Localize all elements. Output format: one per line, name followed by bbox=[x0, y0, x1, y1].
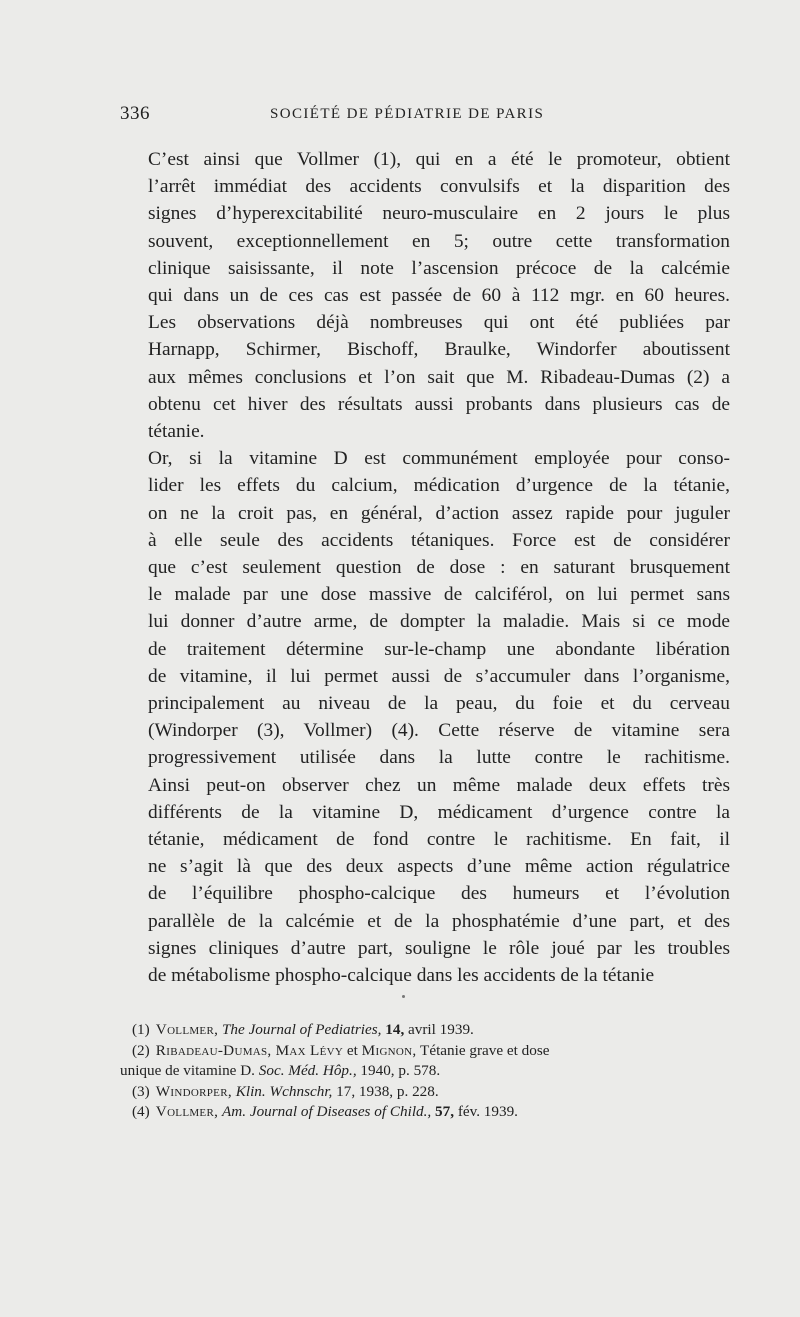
text-line: progressivement utilisée dans la lutte contre le rachitisme. bbox=[148, 747, 730, 769]
text-line: signes cliniques d’autre part, souligne le rôle joué par les troubles bbox=[148, 937, 730, 959]
footnote-conjunction: et bbox=[346, 1041, 358, 1059]
footnote-3 bbox=[120, 1082, 730, 1103]
footnote-journal: Am. Journal of Diseases of Child., bbox=[221, 1103, 432, 1120]
main-text bbox=[120, 146, 730, 989]
text-line: signes d’hyperexcitabilité neuro-musculaire en 2 jours le plus bbox=[148, 203, 730, 225]
text-line: le malade par une dose massive de calciférol, on lui permet sans bbox=[148, 584, 730, 606]
text-line: (Windorper (3), Vollmer) (4). Cette réserve de vitamine sera bbox=[148, 720, 730, 742]
separator-dot bbox=[402, 995, 405, 998]
footnote-author: Mignon, bbox=[361, 1041, 417, 1059]
text-line: Or, si la vitamine D est communément employée pour conso- bbox=[148, 448, 730, 470]
text-line: clinique saisissante, il note l’ascension précoce de la calcémie bbox=[148, 257, 730, 279]
footnote-journal: Soc. Méd. Hôp., bbox=[258, 1062, 357, 1079]
footnote-date: fév. 1939. bbox=[457, 1103, 518, 1120]
footnotes bbox=[120, 1020, 730, 1123]
footnote-author: Ribadeau-Dumas, Max Lévy bbox=[155, 1041, 344, 1059]
text-line: Les observations déjà nombreuses qui ont été publiées par bbox=[148, 312, 730, 334]
text-line: obtenu cet hiver des résultats aussi probants dans plusieurs cas de bbox=[148, 393, 730, 415]
text-line: qui dans un de ces cas est passée de 60 à 112 mgr. en 60 heures. bbox=[148, 285, 730, 307]
text-line: C’est ainsi que Vollmer (1), qui en a été le promoteur, obtient bbox=[148, 149, 730, 170]
footnote-number: (4) bbox=[132, 1103, 150, 1120]
text-line: Harnapp, Schirmer, Bischoff, Braulke, Windorfer aboutissent bbox=[148, 339, 730, 361]
footnote-title: Tétanie grave et dose bbox=[420, 1041, 550, 1059]
text-line: tétanie, médicament de fond contre le rachitisme. En fait, il bbox=[148, 829, 730, 851]
text-line: ne s’agit là que des deux aspects d’une même action régulatrice bbox=[148, 856, 730, 878]
text-line: on ne la croit pas, en général, d’action assez rapide pour juguler bbox=[148, 502, 730, 524]
footnote-author: Vollmer, bbox=[155, 1021, 219, 1038]
text-line: Ainsi peut-on observer chez un même malade deux effets très bbox=[148, 774, 730, 796]
footnote-title-cont: unique de vitamine D. bbox=[120, 1062, 255, 1079]
footnote-volume: 14, bbox=[385, 1021, 405, 1038]
footnote-4 bbox=[120, 1102, 730, 1123]
footnote-journal: Klin. Wchnschr, bbox=[235, 1082, 333, 1100]
text-line: l’arrêt immédiat des accidents convulsifs et la disparition des bbox=[148, 176, 730, 198]
footnote-2 bbox=[120, 1041, 730, 1082]
footnote-number: (3) bbox=[132, 1082, 150, 1100]
text-line: parallèle de la calcémie et de la phosphatémie d’une part, et des bbox=[148, 910, 730, 932]
text-line: de l’équilibre phospho-calcique des humeurs et l’évolution bbox=[148, 883, 730, 905]
text-line: tétanie. bbox=[148, 421, 205, 443]
page-header bbox=[120, 103, 730, 129]
footnote-1 bbox=[120, 1020, 730, 1041]
paragraph-1 bbox=[120, 146, 730, 445]
footnote-continuation bbox=[120, 1061, 730, 1082]
text-line: de traitement détermine sur-le-champ une abondante libération bbox=[148, 638, 730, 660]
running-title: SOCIÉTÉ DE PÉDIATRIE DE PARIS bbox=[270, 106, 545, 122]
footnote-date: avril 1939. bbox=[408, 1021, 474, 1038]
page-number: 336 bbox=[120, 103, 150, 124]
text-line: de vitamine, il lui permet aussi de s’accumuler dans l’organisme, bbox=[148, 665, 730, 687]
text-line: de métabolisme phospho-calcique dans les accidents de la tétanie bbox=[148, 965, 655, 987]
footnote-journal: The Journal of Pediatries, bbox=[221, 1021, 382, 1038]
text-line: que c’est seulement question de dose : en saturant brusquement bbox=[148, 557, 730, 579]
text-line: à elle seule des accidents tétaniques. Force est de considérer bbox=[148, 529, 730, 551]
text-line: lider les effets du calcium, médication d’urgence de la tétanie, bbox=[148, 475, 730, 497]
footnote-volume: 57, bbox=[435, 1103, 455, 1120]
footnote-author: Windorper, bbox=[155, 1082, 232, 1100]
text-line: différents de la vitamine D, médicament d’urgence contre la bbox=[148, 801, 730, 823]
footnote-author: Vollmer, bbox=[155, 1103, 219, 1120]
footnote-date: 1940, p. 578. bbox=[360, 1062, 441, 1079]
footnote-number: (2) bbox=[132, 1041, 150, 1059]
text-line: lui donner d’autre arme, de dompter la maladie. Mais si ce mode bbox=[148, 611, 730, 633]
paragraph-2 bbox=[120, 445, 730, 989]
text-line: principalement au niveau de la peau, du foie et du cerveau bbox=[148, 693, 730, 715]
text-line: souvent, exceptionnellement en 5; outre cette transformation bbox=[148, 230, 730, 252]
footnote-number: (1) bbox=[132, 1021, 150, 1038]
text-line: aux mêmes conclusions et l’on sait que M. Ribadeau-Dumas (2) a bbox=[148, 366, 730, 388]
footnote-date: 17, 1938, p. 228. bbox=[336, 1082, 439, 1100]
